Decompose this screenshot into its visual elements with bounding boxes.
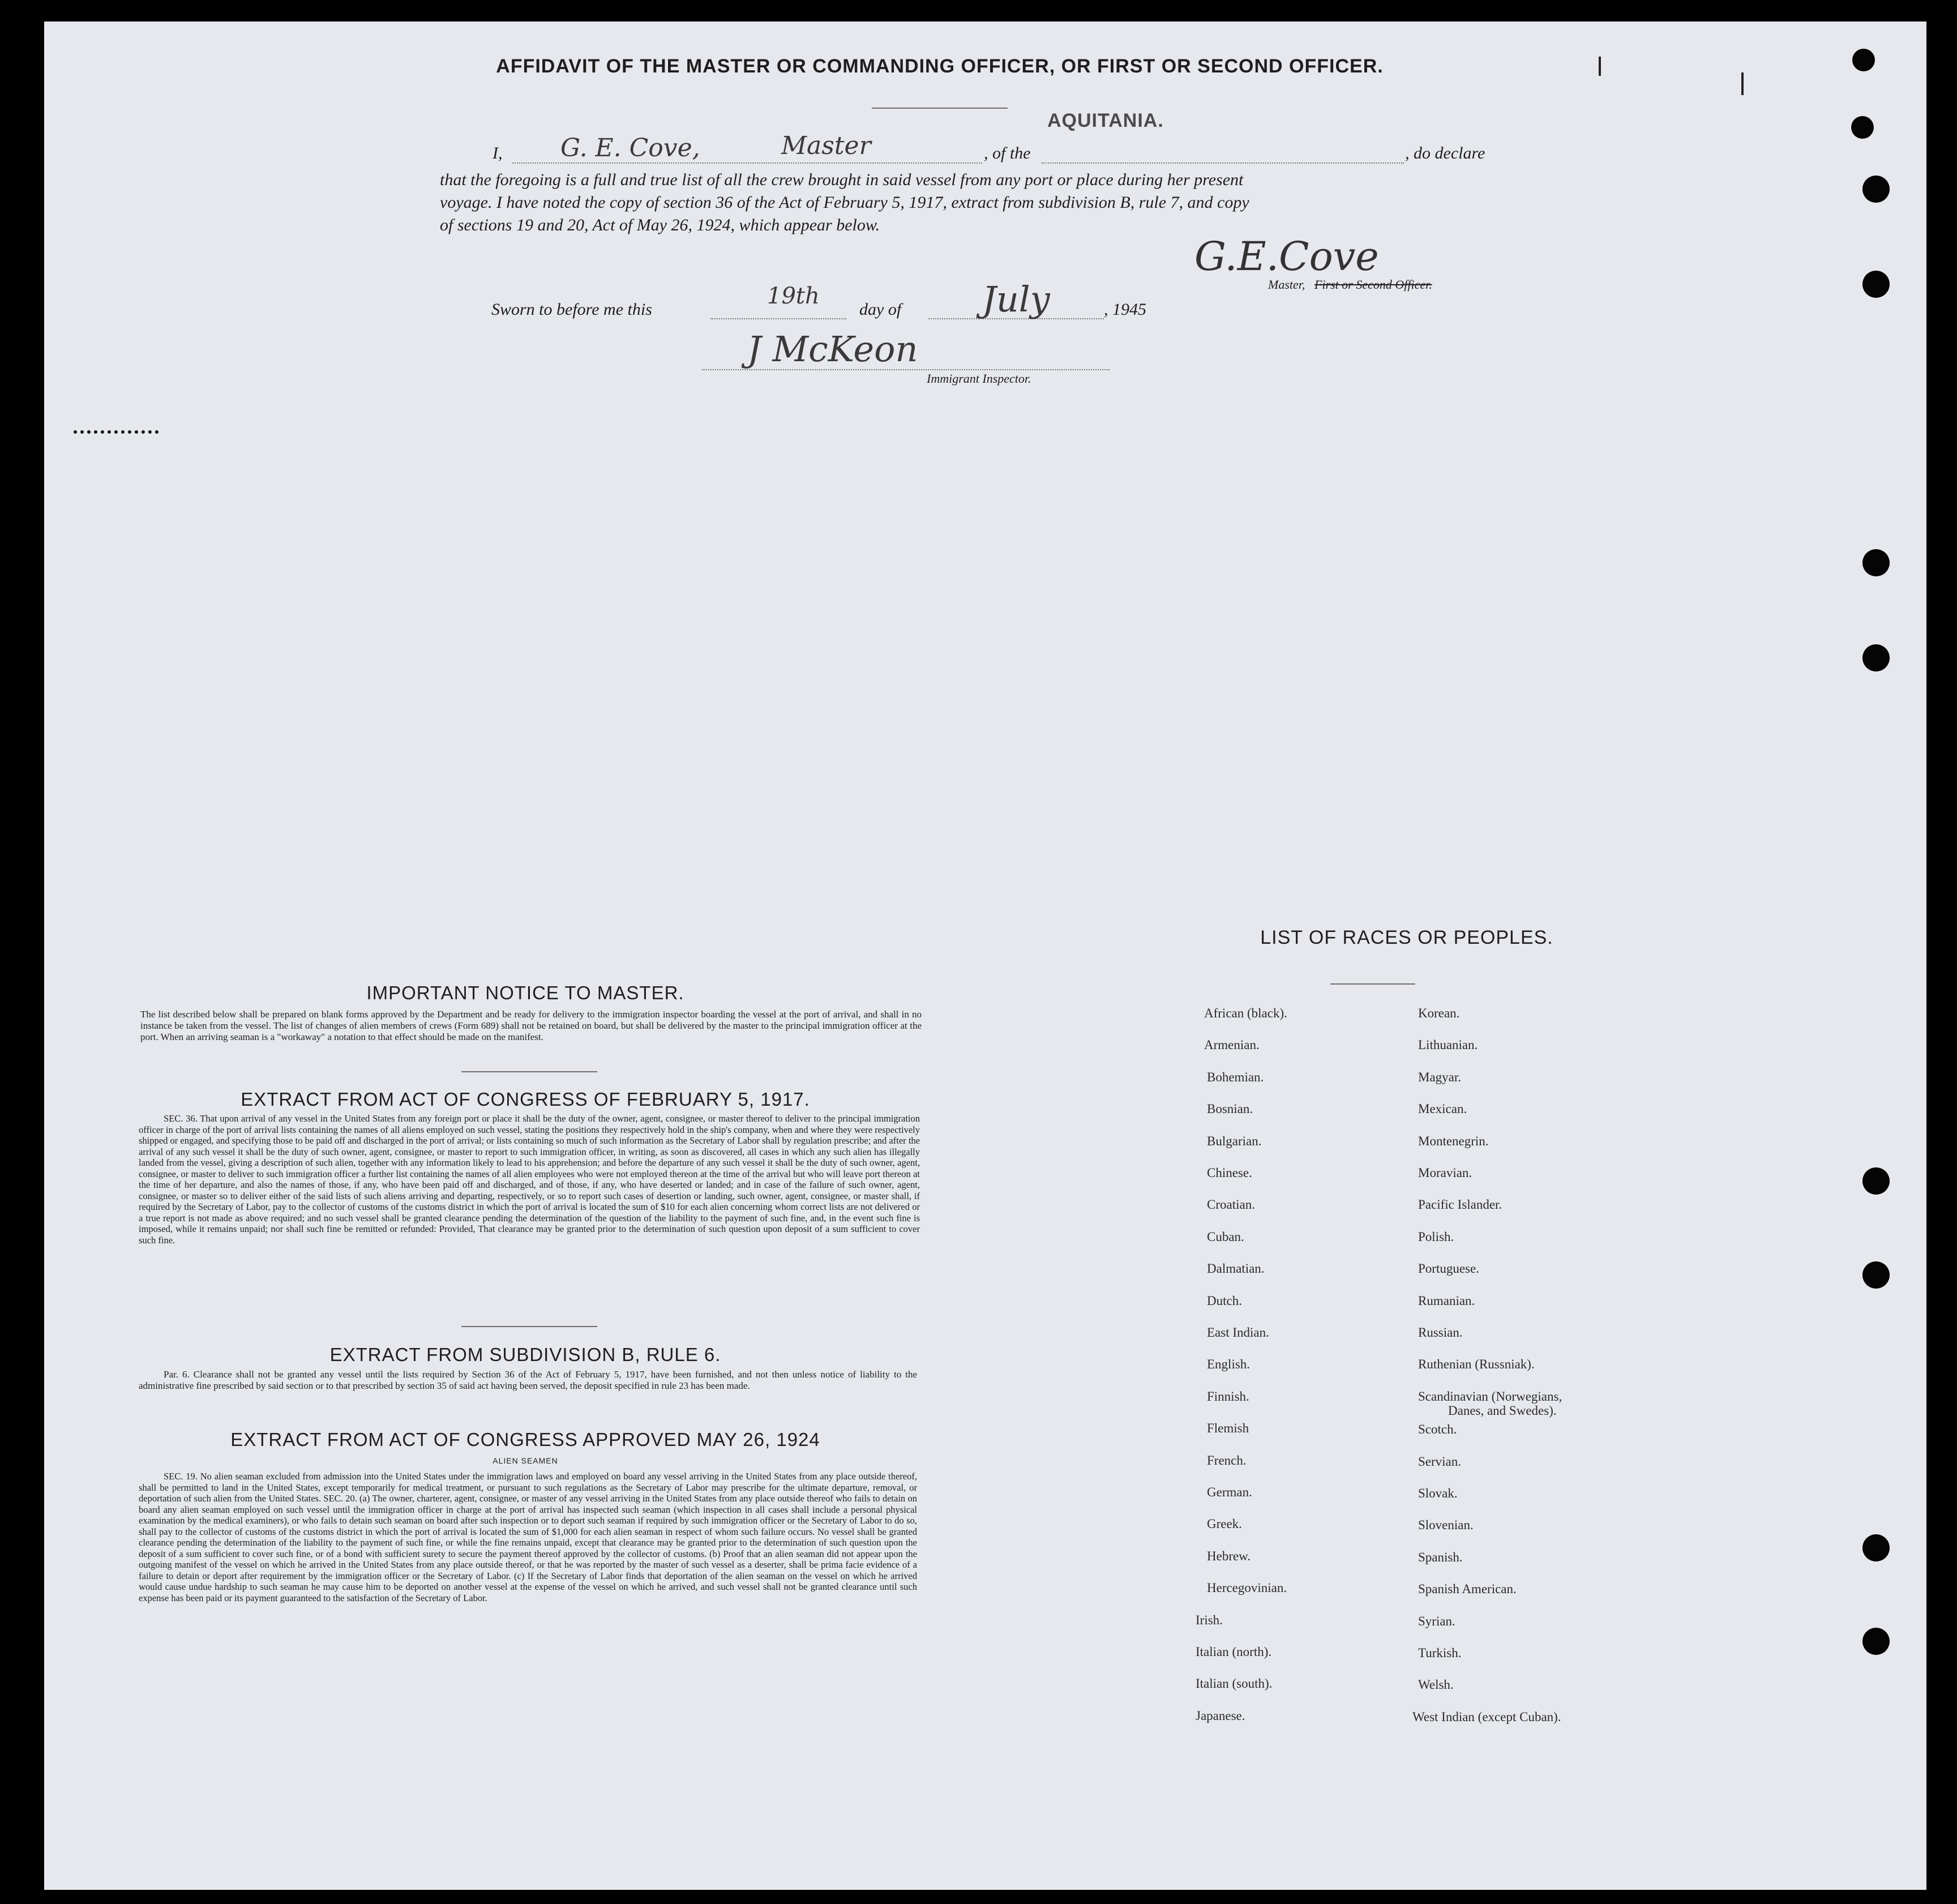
race-item: Lithuanian.: [1418, 1038, 1478, 1052]
races-divider: [1330, 983, 1415, 985]
race-item: Rumanian.: [1418, 1293, 1475, 1308]
race-item: Italian (south).: [1196, 1676, 1273, 1691]
inspector-line: [702, 369, 1110, 370]
punch-hole: [1862, 176, 1890, 203]
rank-handwritten: Master: [781, 131, 871, 160]
master-label: Master,: [1268, 277, 1305, 292]
punch-hole: [1851, 116, 1874, 139]
race-item: Ruthenian (Russniak).: [1418, 1357, 1535, 1372]
race-item: Cuban.: [1207, 1229, 1244, 1244]
scan-speck: [74, 430, 159, 437]
do-declare-label: , do declare: [1405, 144, 1485, 162]
race-item: Syrian.: [1418, 1614, 1455, 1628]
race-item: Hebrew.: [1207, 1548, 1251, 1563]
race-item: East Indian.: [1207, 1325, 1269, 1340]
race-item: Finnish.: [1207, 1389, 1249, 1404]
affidavit-line-2: that the foregoing is a full and true list of all the crew brought in said vessel from any port or place during her present: [440, 170, 1244, 189]
race-item: Scandinavian (Norwegians,: [1418, 1389, 1562, 1404]
race-item: African (black).: [1204, 1006, 1287, 1020]
punch-hole: [1862, 271, 1890, 298]
punch-hole: [1862, 1628, 1890, 1655]
month-handwritten: July: [982, 279, 1050, 320]
vessel-name: AQUITANIA.: [1047, 110, 1164, 131]
punch-hole: [1862, 1167, 1890, 1195]
punch-hole: [1862, 549, 1890, 576]
race-item: Croatian.: [1207, 1197, 1255, 1212]
race-item: Welsh.: [1418, 1678, 1454, 1692]
race-item: Japanese.: [1196, 1708, 1245, 1723]
race-item: French.: [1207, 1453, 1247, 1467]
sworn-label: Sworn to before me this: [491, 300, 652, 319]
extract-1917-title: EXTRACT FROM ACT OF CONGRESS OF FEBRUARY 5, 1917.: [241, 1089, 810, 1110]
punch-hole: [1862, 1261, 1890, 1289]
notice-body: The list described below shall be prepared on blank forms approved by the Department and be ready for delivery to the immigration inspector boarding the vessel at the port of arrival, and shall in no instance be taken from the vessel. The list of changes of alien members of crews (Form 689) shall not be retained on board, but shall be delivered by the master to the principal immigration officer at the port. When an arriving seaman is a "workaway" a notation to that effect should be made on the manifest.: [140, 1009, 922, 1042]
extract-1917-body: SEC. 36. That upon arrival of any vessel in the United States from any foreign port or place it shall be the duty of the owner, agent, consignee, or master thereof to deliver to the principal immigration officer in charge of the port of arrival lists containing the names of all aliens employed on such vessel, stating the positions they respectively hold in the ship's company, when and where they were respectively shipped or engaged, and specifying those to be paid off and discharged in the port of arrival; or lists containing so much of such information as the Secretary of Labor shall by regulation prescribe; and after the arrival of any such vessel it shall be the duty of such owner, agent, consignee, or master to report to such immigration officer, in writing, as soon as discovered, all cases in which any such alien has illegally landed from the vessel, giving a description of such alien, together with any information likely to lead to his apprehension; and before the departure of any such vessel it shall be the duty of such owner, agent, consignee, or master to deliver to such immigration officer a further list containing the names of all alien employees who were not employed thereon at the time of the arrival but who will leave port thereon at the time of her departure, and also the names of those, if any, who have been paid off and discharged, and of those, if any, who have deserted or landed; and in case of the failure of such owner, agent, consignee, or master so to deliver either of the said lists of such aliens arriving and departing, respectively, or so to report such cases of desertion or landing, such owner, agent, consignee, or master shall, if required by the Secretary of Labor, pay to the collector of customs of the customs district in which the port of arrival is located the sum of $10 for each alien concerning whom correct lists are not delivered or a true report is not made as above required; and no such vessel shall be granted clearance pending the determination of the question of the liability to the payment of such fine, and, in the event such fine is imposed, while it remains unpaid; nor shall such fine be remitted or refunded: Provided, That clearance may be granted prior to the determination of such question upon deposit of a sum sufficient to cover such fine.: [139, 1113, 920, 1246]
punch-hole: [1852, 49, 1875, 71]
race-item: Magyar.: [1418, 1069, 1462, 1084]
punch-hole: [1862, 644, 1890, 671]
officer-struck: First or Second Officer.: [1314, 277, 1432, 292]
race-item: Irish.: [1196, 1612, 1223, 1627]
vessel-line: [1042, 162, 1404, 164]
affidavit-i: I,: [493, 144, 503, 162]
extract-1924-body: SEC. 19. No alien seaman excluded from admission into the United States under the immigration laws and employed on board any vessel arriving in the United States from any place outside thereof, shall be permitted to land in the United States, except temporarily for medical treatment, or pursuant to such regulations as the Secretary of Labor may prescribe for the ultimate departure, removal, or deportation of such alien from the United States. SEC. 20. (a) The owner, charterer, agent, consignee, or master of any vessel arriving in the United States from any place outside thereof who fails to detain on board any alien seaman employed on such vessel until the immigration officer in charge at the port of arrival has inspected such seaman (which inspection in all cases shall include a personal physical examination by the medical examiners), or who fails to detain such seaman on board after such inspection or to deport such seaman if required by such immigration officer or the Secretary of Labor to do so, shall pay to the collector of customs of the customs district in which the port of arrival is located the sum of $1,000 for each alien seaman in respect of whom such failure occurs. No vessel shall be granted clearance pending the determination of the liability to the payment of such fine, or while the fine remains unpaid, except that clearance may be granted prior to the determination of such question upon the deposit of a sum sufficient to cover such fine, or of a bond with sufficient surety to secure the payment thereof approved by the collector of customs. (b) Proof that an alien seaman did not appear upon the outgoing manifest of the vessel on which he arrived in the United States from any place outside thereof, or that he was reported by the master of such vessel as a deserter, shall be prima facie evidence of a failure to detain or deport after requirement by the immigration officer or the Secretary of Labor. (c) If the Secretary of Labor finds that deportation of the alien seaman on the vessel on which he arrived would cause undue hardship to such seaman he may cause him to be deported on another vessel at the expense of the vessel on which he arrived, and such vessel shall not be granted clearance until such expense has been paid or its payment guaranteed to the satisfaction of the Secretary of Labor.: [139, 1471, 917, 1603]
race-item: Hercegovinian.: [1207, 1581, 1287, 1595]
race-item: Turkish.: [1418, 1646, 1462, 1660]
race-item: Servian.: [1418, 1454, 1462, 1469]
race-item: Slovak.: [1418, 1486, 1458, 1500]
affidavit-line-3: voyage. I have noted the copy of section 36 of the Act of February 5, 1917, extract from subdivision B, rule 7, and copy: [440, 193, 1249, 212]
title-divider: [872, 108, 1008, 109]
race-item: German.: [1207, 1485, 1252, 1499]
race-item: Chinese.: [1207, 1166, 1252, 1180]
race-item: Pacific Islander.: [1418, 1197, 1502, 1212]
race-item: Armenian.: [1204, 1038, 1260, 1052]
year-label: , 1945: [1104, 300, 1146, 319]
section-divider: [461, 1326, 597, 1327]
of-the-label: , of the: [984, 144, 1031, 162]
race-item: Slovenian.: [1418, 1518, 1474, 1533]
race-item: Dutch.: [1207, 1293, 1242, 1308]
section-divider: [461, 1071, 597, 1072]
race-continuation: Danes, and Swedes).: [1448, 1404, 1557, 1418]
edge-mark: [1599, 57, 1601, 76]
extract-1924-title: EXTRACT FROM ACT OF CONGRESS APPROVED MAY 26, 1924: [230, 1429, 820, 1450]
notice-title: IMPORTANT NOTICE TO MASTER.: [366, 982, 684, 1003]
race-item: Polish.: [1418, 1229, 1454, 1244]
race-item: Italian (north).: [1196, 1645, 1272, 1659]
extract-rule6-title: EXTRACT FROM SUBDIVISION B, RULE 6.: [329, 1344, 721, 1365]
day-line: [710, 318, 846, 319]
race-item: Moravian.: [1418, 1166, 1472, 1180]
race-item: Spanish.: [1418, 1550, 1463, 1564]
race-item: English.: [1207, 1357, 1251, 1372]
affidavit-title: AFFIDAVIT OF THE MASTER OR COMMANDING OFFICER, OR FIRST OR SECOND OFFICER.: [496, 55, 1384, 77]
day-handwritten: 19th: [767, 283, 820, 309]
race-item: Korean.: [1418, 1006, 1460, 1020]
race-item: Bulgarian.: [1207, 1133, 1262, 1148]
master-signature: G.E.Cove: [1194, 233, 1379, 280]
race-item: Russian.: [1418, 1325, 1463, 1340]
race-item: Montenegrin.: [1418, 1133, 1489, 1148]
races-title: LIST OF RACES OR PEOPLES.: [1260, 927, 1553, 948]
affidavit-line-4: of sections 19 and 20, Act of May 26, 1924, which appear below.: [440, 216, 880, 234]
race-item: Scotch.: [1418, 1422, 1457, 1437]
inspector-signature: J McKeon: [747, 328, 918, 370]
race-item: Portuguese.: [1418, 1261, 1479, 1276]
inspector-label: Immigrant Inspector.: [927, 371, 1031, 386]
race-item: Mexican.: [1418, 1102, 1467, 1116]
punch-hole: [1862, 1534, 1890, 1561]
master-name-handwritten: G. E. Cove,: [560, 134, 700, 162]
race-item: Bohemian.: [1207, 1069, 1264, 1084]
race-item: Bosnian.: [1207, 1102, 1253, 1116]
day-of-label: day of: [859, 300, 902, 319]
extract-rule6-body: Par. 6. Clearance shall not be granted any vessel until the lists required by Section 36 of the Act of February 5, 1917, have been furnished, and not then unless notice of liability to the administrative fine prescribed by said section or to that prescribed by section 35 of said act having been served, the deposit specified in rule 23 has been made.: [139, 1369, 917, 1391]
race-item: Flemish: [1207, 1421, 1249, 1436]
extract-1924-subtitle: ALIEN SEAMEN: [493, 1456, 558, 1465]
race-item: Spanish American.: [1418, 1582, 1517, 1597]
name-line: [512, 162, 982, 164]
race-item: Greek.: [1207, 1517, 1242, 1531]
race-item: Dalmatian.: [1207, 1261, 1265, 1276]
edge-mark: [1741, 72, 1744, 95]
race-item: West Indian (except Cuban).: [1412, 1709, 1561, 1724]
